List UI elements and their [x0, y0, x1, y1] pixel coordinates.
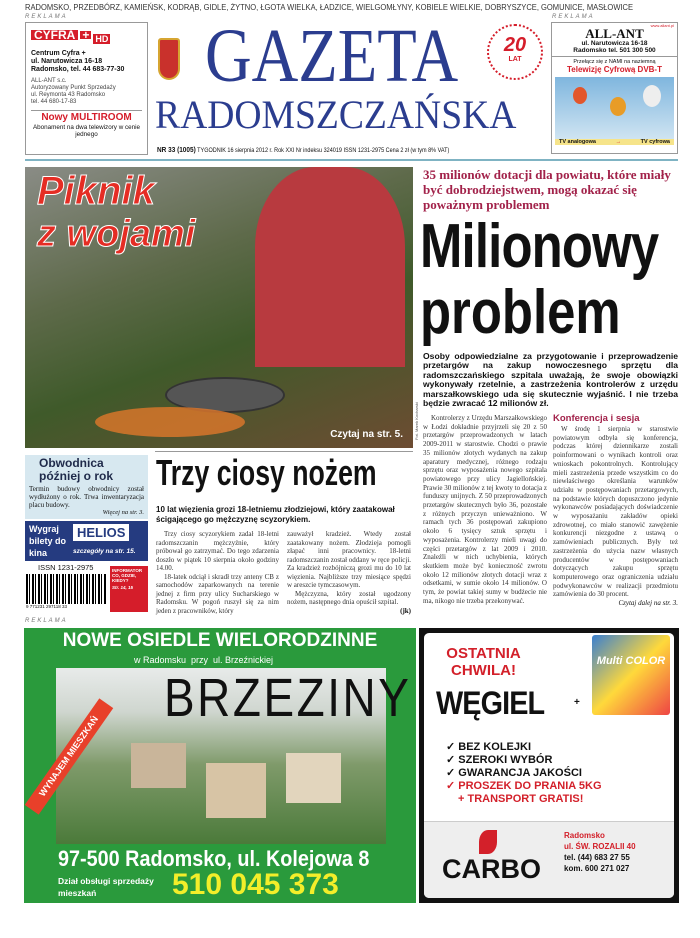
trzy-headline: Trzy ciosy nożem — [156, 452, 377, 493]
trzy-lead: 10 lat więzienia grozi 18-letniemu złodziejowi, który zaatakował ścigającego go mężczyznę scyzorykiem. — [156, 505, 395, 524]
regions-line: RADOMSKO, PRZEDBÓRZ, KAMIEŃSK, KODRĄB, GIDLE, ŻYTNO, ŁGOTA WIELKA, ŁADZICE, WIELGOMŁYNY, KOBIELE WIELKIE, DOBRYSZYCE, GOMUNICE, MASŁOWICE — [25, 2, 634, 12]
ad-highlight: Telewizję Cyfrową DVB-T — [567, 65, 662, 74]
main-headline: problem — [420, 278, 621, 347]
helios-logo: HELIOS — [73, 524, 129, 541]
ad-text: ul. Reymonta 43 Radomsko — [31, 92, 106, 98]
brzeziny-sash: WYNAJEM MIESZKAŃ — [25, 698, 113, 814]
carbo-footer — [424, 821, 674, 898]
carbo-item — [446, 780, 602, 793]
issue-info: TYGODNIK 16 sierpnia 2012 r. Rok XXI Nr indeksu 324019 ISSN 1231-2975 Cena 2 zł (w tym 8% VAT) — [197, 147, 450, 154]
cyfra-ad[interactable] — [25, 22, 148, 155]
ad-text: tel. 44 680-17-83 — [31, 99, 77, 105]
allant-ad[interactable] — [551, 22, 678, 154]
coat-of-arms-icon — [158, 38, 180, 80]
brzeziny-dept: Dział obsługi sprzedaży mieszkań — [58, 876, 154, 898]
allant-web: www.allant.pl — [650, 23, 674, 28]
main-kicker: 35 milionów dotacji dla powiatu, które miały być dobrodziejstwem, mogą okazać się poważnym problemem — [423, 167, 671, 212]
carbo-item-text: BEZ KOLEJKI — [458, 741, 532, 753]
ad-text: ul. Narutowicza 16-18 — [31, 58, 103, 65]
plus-icon: + — [82, 28, 90, 42]
ad-text: ul. Narutowicza 16-18 — [581, 40, 648, 47]
carbo-item-text: SZEROKI WYBÓR — [458, 754, 553, 766]
carbo-contact — [564, 830, 636, 874]
carbo-item — [446, 741, 602, 754]
carbo-product: WĘGIEL — [436, 685, 545, 721]
brzeziny-location: w Radomsku przy ul. Brzeźnickiej — [134, 655, 274, 665]
ad-dealer — [31, 78, 142, 106]
obwodnica-title: Obwodnica później o rok — [39, 456, 114, 483]
carbo-item — [446, 754, 602, 767]
balloons-image — [555, 77, 674, 139]
helios-more: szczegóły na str. 15. — [73, 548, 136, 555]
trzy-paragraph: Trzy ciosy scyzorykiem zadał 18-letni radomszczanin mężczyźnie, który próbował go zatrzymać. Do tego zdarzenia doszło w piątek 10 sierpnia około godziny 14.00. — [156, 530, 279, 572]
photo-figure — [255, 167, 405, 367]
barcode-number: 9 771231 297118 33 — [26, 604, 67, 609]
carbo-flame-icon — [479, 830, 497, 854]
photo-credit: Fot. Marek Kocharski — [414, 402, 419, 440]
main-col-2: W środę 1 sierpnia w starostwie powiatowym odbyła się konferencja, podczas której dziennikarze zostali poinformowani o wynikach kontroli oraz wnioskach pokontrolnych. Kontrolujący mieli zastrzeżenia przede wszystkim co do niewłaściwego określania warunków udziału w postępowaniach przetargowych, na podstawie których dopuszczono jedynie wykonawców posiadających doświadczenie w wyposażaniu zakładów opieki zdrowotnej, co miało stanowić zawężenie konkurencji niezgodne z ustawą o zamówieniach publicznych. Były też zastrzeżenia do użycia nazw własnych producentów w postępowaniach dotyczących zakupu sprzętu komputerowego oraz ograniczenia udziału podwykonawców w realizacji przedmiotu zamówienia do 30 procent. — [553, 425, 678, 599]
ad-text: Autoryzowany Punkt Sprzedaży — [31, 85, 116, 91]
check-icon: ✓ — [446, 741, 459, 753]
hd-label: HD — [95, 34, 109, 44]
photo-title: Piknik — [37, 169, 155, 213]
helios-promo[interactable] — [25, 521, 148, 561]
informator-title: INFORMATOR CO, GDZIE, KIEDY? — [112, 568, 143, 583]
carbo-ad[interactable] — [419, 628, 679, 903]
issue-number: NR 33 (1005) — [157, 145, 196, 154]
check-icon: ✓ — [446, 767, 459, 779]
picnic-photo[interactable] — [25, 167, 413, 448]
ad-text: Radomsko, tel. 44 683-77-30 — [31, 66, 125, 73]
carbo-tel: tel. (44) 683 27 55 — [564, 853, 630, 862]
carbo-list — [446, 741, 602, 806]
main-headline: Milionowy — [420, 212, 659, 281]
trzy-paragraph: zauważył kradzież. Wtedy został zaatakowany nożem. Złodzieja pomogli złapać inni pracownicy. 18-letni radomszczanin został oddany w ręce policji. Za kradzież rozbójniczą grozi mu do 10 lat więzienia. Najbliższe trzy miesiące spędzi w areszcie tymczasowym. — [287, 530, 412, 589]
carbo-city: Radomsko — [564, 831, 605, 840]
allant-logo: ALL-ANT — [585, 26, 644, 41]
balloon-shape — [573, 87, 587, 104]
arrow-right-icon: → — [615, 139, 622, 145]
ad-text: Przełącz się z NAMI na naziemną — [573, 59, 656, 65]
ad-label: REKLAMA — [25, 14, 68, 20]
photo-fire — [95, 407, 245, 437]
badge-label: LAT — [508, 56, 522, 63]
carbo-headline: OSTATNIA CHWILA! — [446, 645, 521, 679]
carbo-item: + TRANSPORT GRATIS! — [458, 793, 584, 805]
brzeziny-phone[interactable]: 510 045 373 — [172, 868, 339, 901]
balloon-shape — [610, 97, 626, 116]
helios-text: Wygraj bilety do kina — [29, 524, 67, 558]
tv-digital: TV cyfrowa — [640, 139, 670, 145]
badge-number: 20 — [503, 34, 527, 56]
photo-read-more[interactable]: Czytaj na str. 5. — [330, 429, 403, 440]
cyfra-logo-text: CYFRA — [31, 30, 78, 40]
carbo-item — [446, 767, 602, 780]
carbo-panel — [424, 633, 674, 898]
informator-box[interactable] — [110, 566, 148, 612]
main-col-2-wrap — [553, 413, 678, 608]
brzeziny-ad[interactable] — [24, 628, 416, 903]
building-shape — [131, 743, 186, 788]
anniversary-badge — [487, 24, 543, 80]
main-read-more[interactable]: Czytaj dalej na str. 3. — [618, 599, 678, 608]
masthead-subtitle: RADOMSZCZAŃSKA — [155, 92, 517, 137]
tv-analog: TV analogowa — [559, 139, 596, 145]
main-col-1: Kontrolerzy z Urzędu Marszałkowskiego w Łodzi dokładnie przyjrzeli się 20 z 50 przetargów przeprowadzonych w latach 2009-2011 w starostwie. Chodzi o prawie 35 milionów złotych wydanych na zakup aparatury medycznej, różnego rodzaju sprzętu oraz wyposażenia nowego szpitala powiatowego przy ulicy Jagiellońskiej. Prawie 30 milionów z tej kwoty to dotacja z funduszy unijnych. Z 50 przeprowadzonych przetargów skutecznych było 36, pozostałe z różnych przyczyn unieważniono. W ramach tych 36 postępowań zakupiono około 6 tysięcy sztuk sprzętu i wyposażenia. Kontrolerzy mieli uwagi do części przetargów z lat 2009 i 2010. Znaleźli w nich uchybienia, których skutkiem może być konieczność zwrotu około 12 milionów złotych dotacji wraz z odsetkami, w sumie około 14 milionów. O tym, że powiat takiej sumy w budżecie nie ma, nikogo nie trzeba przekonywać. — [423, 414, 547, 605]
ad-promo-block — [31, 110, 142, 138]
informator-pages: Str. 14, 15 — [112, 585, 134, 590]
issn-label: ISSN 1231-2975 — [38, 563, 94, 572]
obwodnica-more[interactable]: Więcej na str. 3. — [102, 509, 144, 516]
obwodnica-text: Termin budowy obwodnicy został wydłużony o rok. Trwa inwentaryzacja placu budowy. — [29, 485, 144, 509]
barcode — [26, 574, 106, 604]
main-subhead: Konferencja i sesja — [553, 413, 640, 424]
trzy-paragraph: 18-latek odciął i skradł trzy anteny CB z samochodów zaparkowanych na terenie jednej z firm przy ulicy Sucharskiego w Radomsku. W pogoń ruszył się za nim jeden z pracowników, który — [156, 572, 279, 615]
ad-text: Radomsko tel. 501 300 500 — [552, 47, 677, 57]
ad-text: Abonament na dwa telewizory w cenie jednego — [32, 124, 141, 138]
building-shape — [206, 763, 266, 818]
check-icon: ✓ — [446, 780, 459, 792]
trzy-signature: (jk) — [400, 606, 411, 615]
ad-label: REKLAMA — [552, 14, 595, 20]
masthead-title: GAZETA — [205, 14, 459, 98]
header-rule — [25, 159, 678, 161]
trzy-col-2 — [287, 530, 411, 615]
brzeziny-name: BRZEZINY — [164, 668, 412, 728]
main-lead: Osoby odpowiedzialne za przygotowanie i przeprowadzenie przetargów na zakup nowoczesnego sprzętu dla radomszczańskiego szpitala uważają, że swoje obowiązki wykonywały rzetelnie, a zastrzeżenia kontrolerów z urzędu marszałkowskiego uda się skutecznie wyjaśnić. I nie trzeba będzie zwracać 12 milionów zł. — [423, 351, 678, 409]
trzy-col-1 — [156, 530, 279, 615]
issue-line — [157, 145, 449, 154]
cyfra-logo — [31, 26, 142, 44]
photo-title: z wojami — [37, 213, 196, 255]
brzeziny-address: 97-500 Radomsko, ul. Kolejowa 8 — [58, 846, 370, 871]
carbo-plus: + — [574, 697, 580, 708]
balloon-shape — [643, 85, 661, 107]
ad-promo: Nowy MULTIROOM — [41, 112, 132, 123]
carbo-item-text: PROSZEK DO PRANIA 5KG — [458, 780, 602, 792]
ad-address — [31, 50, 142, 74]
ad-text: Centrum Cyfra + — [31, 50, 86, 57]
carbo-address: ul. ŚW. ROZALII 40 — [564, 842, 636, 851]
check-icon: ✓ — [446, 754, 459, 766]
ad-text: ALL-ANT s.c. — [31, 78, 67, 84]
obwodnica-box[interactable] — [25, 455, 148, 519]
detergent-box: Multi COLOR — [592, 635, 670, 715]
trzy-paragraph: Mężczyzna, który został ugodzony nożem, następnego dnia opuścił szpital. — [287, 589, 411, 606]
building-shape — [286, 753, 341, 803]
carbo-logo: CARBO — [442, 854, 541, 884]
tv-strip — [555, 139, 674, 145]
carbo-item-text: GWARANCJA JAKOŚCI — [458, 767, 582, 779]
brzeziny-top: NOWE OSIEDLE WIELORODZINNE — [62, 630, 378, 651]
ad-label: REKLAMA — [25, 618, 68, 624]
carbo-mobile: kom. 600 271 027 — [564, 864, 630, 873]
